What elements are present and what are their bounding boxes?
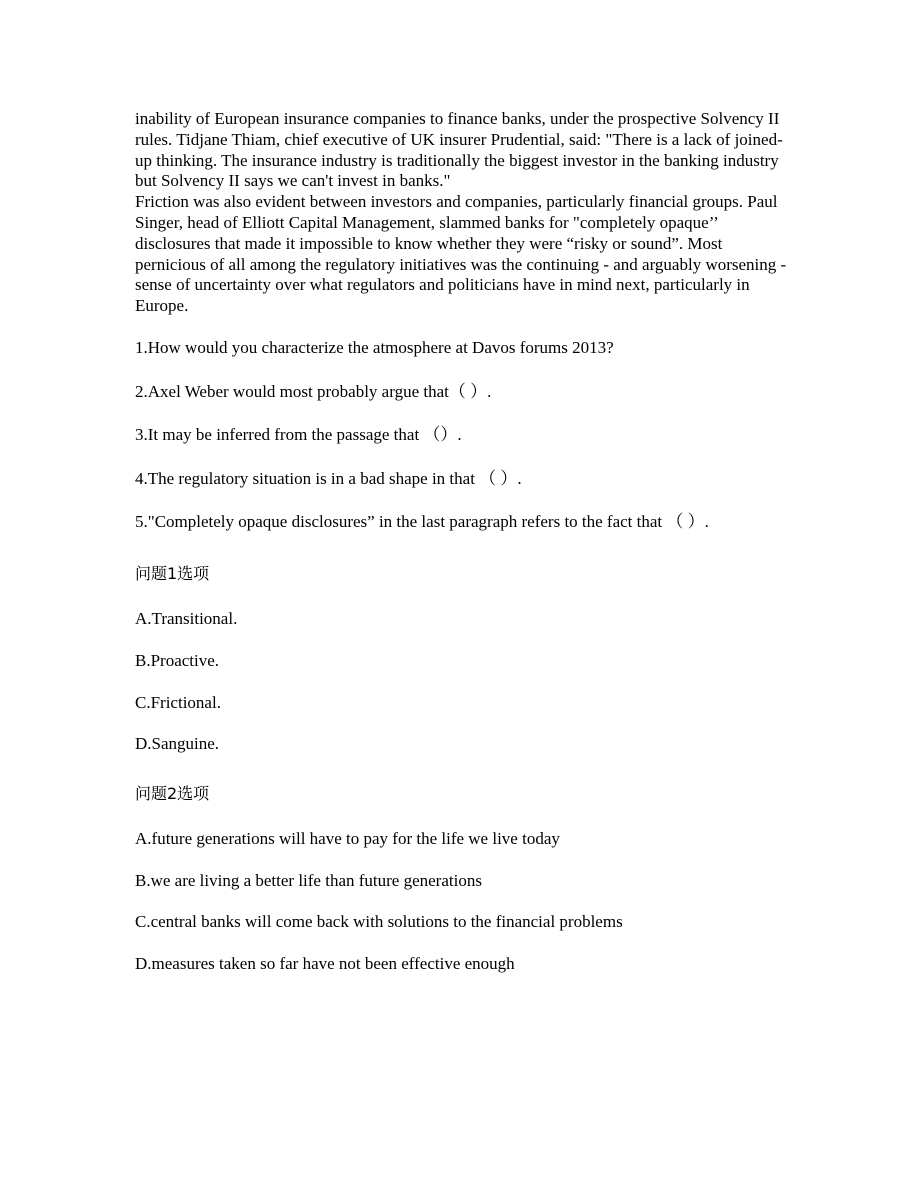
option-1d: D.Sanguine.: [135, 734, 220, 754]
option-2a: A.future generations will have to pay for the life we live today: [135, 829, 560, 849]
option-2c: C.central banks will come back with solutions to the financial problems: [135, 912, 623, 932]
passage-paragraph-2: Friction was also evident between investors and companies, particularly financial groups. Paul Singer, head of Elliott Capital Management, slammed banks for "completely opaque’’ disclosures that made it impossible to know whether they were “risky or sound”. Most pernicious of all among the regulatory initiatives was the continuing - and arguably worsening -sense of uncertainty over what regulators and politicians have in mind next, particularly in Europe.: [135, 192, 787, 316]
option-2d: D.measures taken so far have not been effective enough: [135, 953, 515, 973]
option-1b: B.Proactive.: [135, 650, 220, 670]
option-1c: C.Frictional.: [135, 692, 221, 712]
option-1a: A.Transitional.: [135, 609, 238, 629]
question-5: 5."Completely opaque disclosures” in the last paragraph refers to the fact that （ ）.: [135, 512, 709, 532]
question-4: 4.The regulatory situation is in a bad shape in that （ ）.: [135, 468, 522, 488]
option-group-2-title: 问题2选项: [135, 784, 210, 804]
option-group-1: [135, 563, 795, 754]
option-2b: B.we are living a better life than future generations: [135, 870, 482, 890]
question-3: 3.It may be inferred from the passage that （）.: [135, 425, 462, 445]
document-page: [135, 109, 795, 995]
option-group-1-list: [135, 608, 795, 754]
question-list: [135, 337, 795, 532]
option-group-2: [135, 783, 795, 974]
option-group-2-list: [135, 828, 795, 974]
passage: [135, 109, 795, 317]
option-group-1-title: 问题1选项: [135, 564, 210, 584]
question-1: 1.How would you characterize the atmosphere at Davos forums 2013?: [135, 337, 614, 357]
passage-paragraph-1: inability of European insurance companies to finance banks, under the prospective Solvency II rules. Tidjane Thiam, chief executive of UK insurer Prudential, said: "There is a lack of joined-up thinking. The insurance industry is traditionally the biggest investor in the banking industry but Solvency II says we can't invest in banks.": [135, 109, 783, 191]
question-2: 2.Axel Weber would most probably argue that（ ）.: [135, 381, 492, 401]
